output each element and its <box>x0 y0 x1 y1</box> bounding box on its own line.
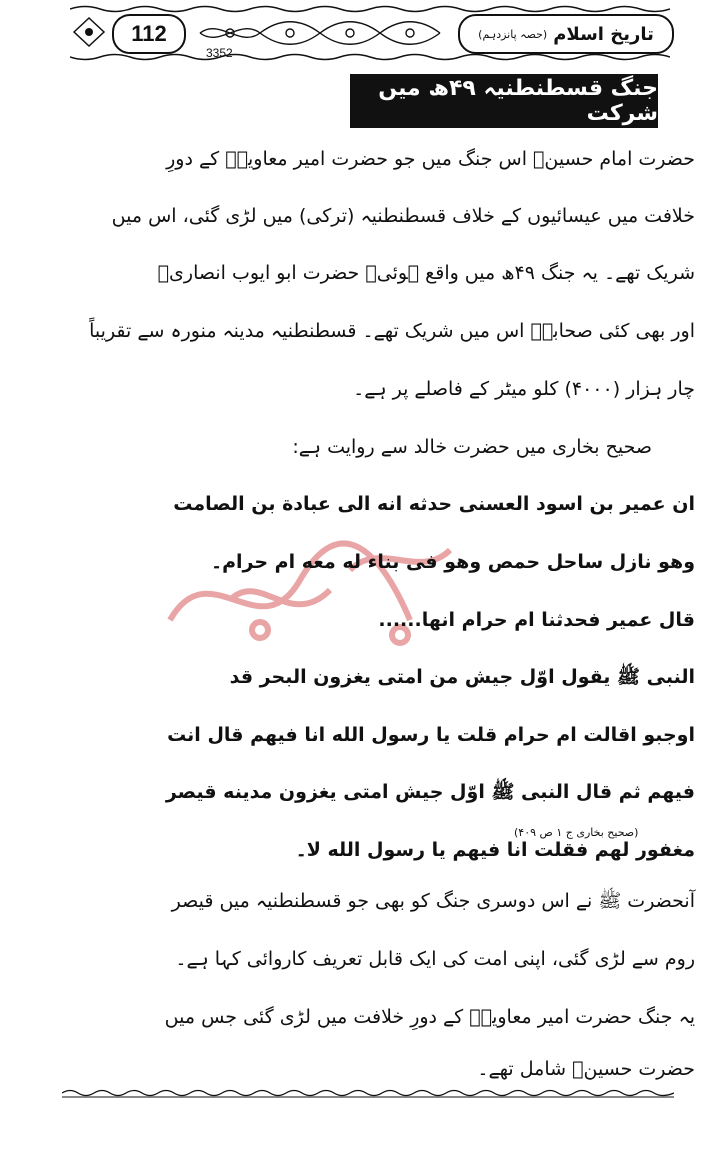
paragraph1-line: حضرت امام حسینؓ اس جنگ میں جو حضرت امیر معاویہؓ کے دورِ <box>166 148 695 170</box>
paragraph1-line: خلافت میں عیسائیوں کے خلاف قسطنطنیہ (ترکی) میں لڑی گئی، اس میں <box>111 205 695 227</box>
arabic-line: قال عمير فحدثنا ام حرام انها...... <box>378 609 695 631</box>
page-number: 112 <box>112 14 186 54</box>
arabic-line: وهو نازل ساحل حمص وهو فی بناء له معه ام حرام۔ <box>210 551 695 573</box>
book-title <box>458 14 674 54</box>
paragraph1-line: شریک تھے۔ یہ جنگ ۴۹ھ میں واقع ہوئی۔ حضرت ابو ایوب انصاریؓ <box>157 262 695 284</box>
paragraph2-line: روم سے لڑی گئی، اپنی امت کی ایک قابل تعریف کاروائی کہا ہے۔ <box>175 948 695 970</box>
footer-ornament <box>62 1088 674 1098</box>
paragraph1-line: اور بھی کئی صحابہؓ اس میں شریک تھے۔ قسطنطنیہ مدینہ منورہ سے تقریباً <box>89 320 695 342</box>
hadith-intro: صحیح بخاری میں حضرت خالد سے روایت ہے: <box>292 436 652 458</box>
arabic-line: النبی ﷺ يقول اوّل جيش من امتی يغزون البحر قد <box>229 666 695 688</box>
corner-ornament-left-icon <box>70 14 108 50</box>
paragraph2-line: یہ جنگ حضرت امیر معاویہؓ کے دورِ خلافت میں لڑی گئی جس میں <box>164 1006 695 1028</box>
paragraph2-line: حضرت حسینؓ شامل تھے۔ <box>477 1058 695 1080</box>
header-floral-ornament <box>190 16 450 50</box>
header-top-ornament <box>70 4 670 14</box>
page-sub-number: 3352 <box>206 46 233 60</box>
arabic-line: فيهم ثم قال النبی ﷺ اوّل جيش امتی يغزون مدينه قيصر <box>165 781 695 803</box>
book-part: (حصہ پانزدہم) <box>478 27 548 41</box>
arabic-line: ان عمير بن اسود العسنی حدثه انه الی عبادة بن الصامت <box>173 493 695 515</box>
paragraph2-line: آنحضرت ﷺ نے اس دوسری جنگ کو بھی جو قسطنطنیہ میں قیصر <box>171 890 695 912</box>
watermark-seal <box>150 510 490 660</box>
book-title-text: تاریخ اسلام <box>553 23 654 45</box>
arabic-line: اوجبو اقالت ام حرام قلت يا رسول الله انا فيهم قال انت <box>167 724 695 746</box>
arabic-line: مغفور لهم فقلت انا فيهم يا رسول الله لا۔ <box>295 839 695 861</box>
reference-citation: (صحیح بخاری ج ۱ ص ۴۰۹) <box>514 826 639 839</box>
paragraph1-line: چار ہزار (۴۰۰۰) کلو میٹر کے فاصلے پر ہے۔ <box>353 378 695 400</box>
section-heading: جنگ قسطنطنیہ ۴۹ھ میں شرکت <box>350 74 658 128</box>
